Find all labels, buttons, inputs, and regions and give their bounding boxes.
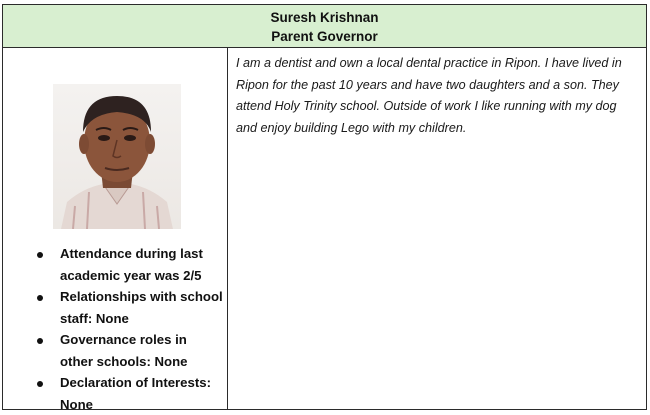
profile-right-column bbox=[228, 48, 646, 409]
portrait-photo-icon bbox=[53, 84, 181, 229]
governor-profile-card bbox=[2, 4, 647, 410]
list-item bbox=[23, 243, 223, 286]
profile-left-column bbox=[3, 48, 228, 412]
governor-role: Parent Governor bbox=[271, 29, 378, 44]
detail-governance-roles: Governance roles in other schools: None bbox=[60, 332, 188, 369]
bullet-icon bbox=[37, 295, 43, 301]
bullet-icon bbox=[37, 252, 43, 258]
detail-attendance: Attendance during last academic year was 2/5 bbox=[60, 246, 203, 283]
governor-bio: I am a dentist and own a local dental practice in Ripon. I have lived in Ripon for the past 10 years and have two daughters and a son. They attend Holy Trinity school. Outside of work I like running with my dog and enjoy building Lego with my children. bbox=[236, 56, 622, 135]
detail-declaration: Declaration of Interests: None bbox=[60, 375, 211, 412]
list-item bbox=[23, 329, 223, 372]
bullet-icon bbox=[37, 338, 43, 344]
governor-details-list bbox=[23, 243, 223, 415]
portrait-photo bbox=[53, 84, 181, 229]
list-item bbox=[23, 372, 223, 415]
profile-header bbox=[3, 5, 646, 48]
bullet-icon bbox=[37, 381, 43, 387]
list-item bbox=[23, 286, 223, 329]
detail-relationships: Relationships with school staff: None bbox=[60, 289, 223, 326]
governor-name: Suresh Krishnan bbox=[270, 10, 379, 25]
